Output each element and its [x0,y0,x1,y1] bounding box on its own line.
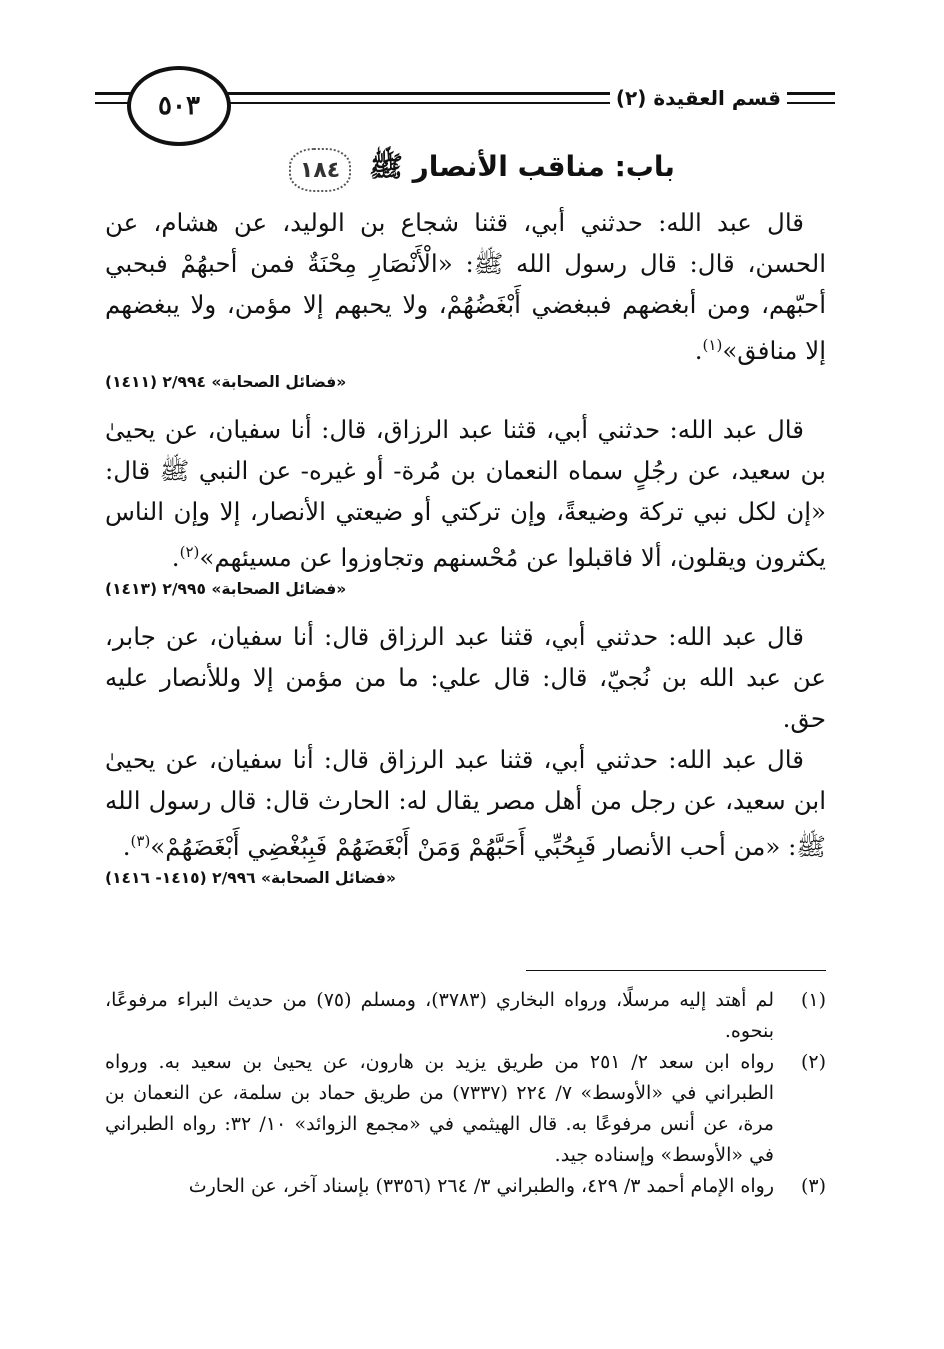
page-number: ٥٠٣ [127,66,231,146]
footnote-1 [105,985,826,1047]
chapter-title: باب: مناقب الأنصار ﷺ [369,150,675,183]
footnote-marker-1: (١) [702,336,723,354]
header-rule-left-top [95,92,131,95]
chapter-number-ornament: ١٨٤ [289,148,351,192]
reference-1: «فضائل الصحابة» ٢/٩٩٤ (١٤١١) [105,373,347,392]
footnote-number: (٣) [800,1175,826,1197]
footnotes [105,985,826,1202]
footnote-3 [105,1171,826,1202]
footnote-number: (٢) [800,1051,826,1073]
footnote-separator [526,970,826,971]
footnote-marker-3: (٣) [130,832,151,851]
page-header [95,62,835,142]
main-text [105,202,826,905]
paragraph-1: قال عبد الله: حدثني أبي، قثنا شجاع بن الوليد، عن هشام، عن الحسن، قال: قال رسول الله ﷺ: «الْأَنْصَارِ مِحْنَةٌ فمن أحبهُمْ فبحبي أحبّهم، ومن أبغضهم فببغضي أَبْغَضُهُمْ، ولا يحبهم إلا مؤمن، ولا يبغضهم إلا منافق»$^{(١)}$. [105,208,826,366]
footnote-2 [105,1047,826,1171]
footnote-marker-2: (٢) [179,543,200,562]
footnote-text: لم أهتد إليه مرسلًا، ورواه البخاري (٣٧٨٣)، ومسلم (٧٥) من حديث البراء مرفوعًا، بنحوه. [105,989,774,1042]
paragraph-4: قال عبد الله: حدثني أبي، قثنا عبد الرزاق قال: أنا سفيان، عن يحيىٰ ابن سعيد، عن رجل من أهل مصر يقال له: الحارث قال: قال رسول الله ﷺ: «من أحب الأنصار فَبِحُبِّي أَحَبَّهُمْ وَمَنْ أَبْغَضَهُمْ فَبِبُغْضِي أَبْغَضَهُمْ»$^{(٣)}$. [105,745,826,862]
paragraph-2: قال عبد الله: حدثني أبي، قثنا عبد الرزاق، قال: أنا سفيان، عن يحيىٰ بن سعيد، عن رجُلٍ سماه النعمان بن مُرة- أو غيره- عن النبي ﷺ قال: «إن لكل نبي تركة وضيعةً، وإن تركتي أو ضيعتي الأنصار، إلا وإن الناس يكثرون ويقلون، ألا فاقبلوا عن مُحْسنهم وتجاوزوا عن مسيئهم»$^{(٢)}$. [105,415,826,573]
paragraph-2-text: قال عبد الله: حدثني أبي، قثنا عبد الرزاق، قال: أنا سفيان، عن يحيىٰ بن سعيد، عن رجُلٍ سماه النعمان بن مُرة- أو غيره- عن النبي ﷺ قال: «إن لكل نبي تركة وضيعةً، وإن تركتي أو ضيعتي الأنصار، إلا وإن الناس يكثرون ويقلون، ألا فاقبلوا عن مُحْسنهم وتجاوزوا عن مسيئهم» [105,415,826,573]
footnote-number: (١) [800,989,826,1011]
paragraph-3-text: قال عبد الله: حدثني أبي، قثنا عبد الرزاق قال: أنا سفيان، عن جابر، عن عبد الله بن نُجيّ، قال: قال علي: ما من مؤمن إلا وللأنصار عليه حق. [105,622,826,734]
reference-4: «فضائل الصحابة» ٢/٩٩٦ (١٤١٥- ١٤١٦) [105,869,396,888]
paragraph-4-text: قال عبد الله: حدثني أبي، قثنا عبد الرزاق قال: أنا سفيان، عن يحيىٰ ابن سعيد، عن رجل من أهل مصر يقال له: الحارث قال: قال رسول الله ﷺ: «من أحب الأنصار فَبِحُبِّي أَحَبَّهُمْ وَمَنْ أَبْغَضَهُمْ فَبِبُغْضِي أَبْغَضَهُمْ» [105,745,826,862]
paragraph-1-text: قال عبد الله: حدثني أبي، قثنا شجاع بن الوليد، عن هشام، عن الحسن، قال: قال رسول الله ﷺ: «الْأَنْصَارِ مِحْنَةٌ فمن أحبهُمْ فبحبي أحبّهم، ومن أبغضهم فببغضي أَبْغَضُهُمْ، ولا يحبهم إلا مؤمن، ولا يبغضهم إلا منافق» [105,208,826,366]
header-rule-left-bottom [95,102,131,104]
reference-2: «فضائل الصحابة» ٢/٩٩٥ (١٤١٣) [105,580,347,599]
running-head: قسم العقيدة (٢) [610,86,787,110]
footnote-text: رواه الإمام أحمد ٣/ ٤٢٩، والطبراني ٣/ ٢٦٤ (٣٣٥٦) بإسناد آخر، عن الحارث [188,1175,774,1197]
paragraph-3 [105,616,826,739]
chapter-heading [120,145,844,195]
footnote-text: رواه ابن سعد ٢/ ٢٥١ من طريق يزيد بن هارون، عن يحيىٰ بن سعيد به. ورواه الطبراني في «الأوسط» ٧/ ٢٢٤ (٧٣٣٧) من طريق حماد بن سلمة، عن النعمان بن مرة، عن أنس مرفوعًا به. قال الهيثمي في «مجمع الزوائد» ١٠/ ٣٢: رواه الطبراني في «الأوسط» وإسناده جيد. [105,1051,774,1166]
